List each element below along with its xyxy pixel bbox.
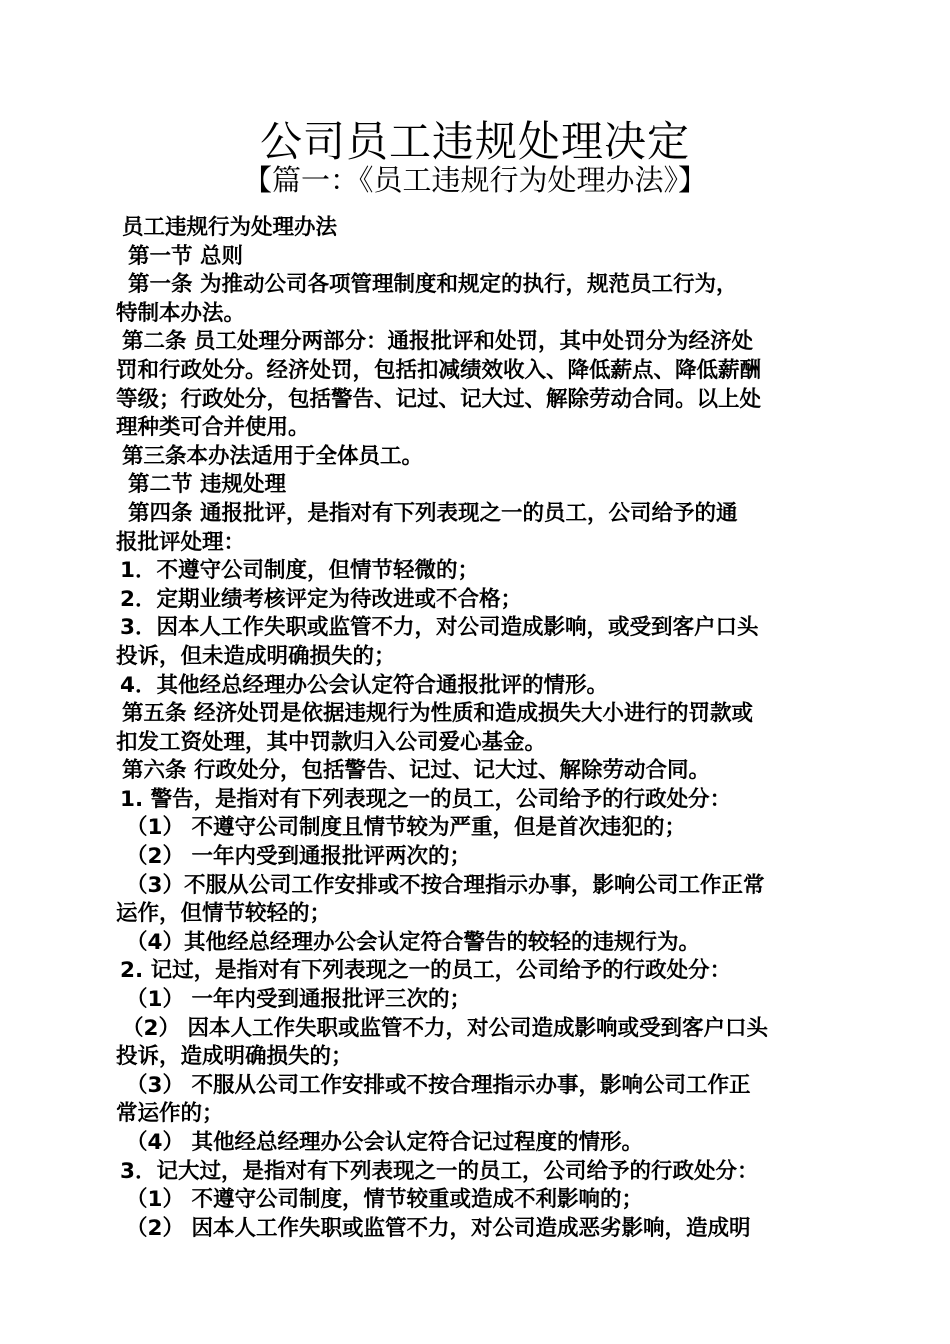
document-line: 3．因本人工作失职或监管不力，对公司造成影响，或受到客户口头 bbox=[120, 615, 759, 641]
document-line: 2．定期业绩考核评定为待改进或不合格； bbox=[120, 586, 522, 612]
document-line: 第一节 总则 bbox=[128, 243, 243, 269]
document-title: 公司员工违规处理决定 bbox=[259, 117, 690, 166]
document-line: 2. 记过，是指对有下列表现之一的员工，公司给予的行政处分： bbox=[120, 958, 732, 984]
document-line: 第四条 通报批评，是指对有下列表现之一的员工，公司给予的通 bbox=[128, 500, 738, 526]
document-line: 员工违规行为处理办法 bbox=[122, 215, 338, 240]
document-line: 特制本办法。 bbox=[116, 300, 246, 326]
document-line: （2） 一年内受到通报批评两次的； bbox=[126, 844, 471, 870]
document-line: 投诉，但未造成明确损失的； bbox=[116, 643, 396, 669]
document-line: 3．记大过，是指对有下列表现之一的员工，公司给予的行政处分： bbox=[120, 1158, 759, 1184]
document-line: 第一条 为推动公司各项管理制度和规定的执行，规范员工行为， bbox=[128, 272, 738, 298]
document-subtitle: 【篇一：《员工违规行为处理办法》】 bbox=[242, 163, 707, 197]
document-line: 扣发工资处理，其中罚款归入公司爱心基金。 bbox=[116, 729, 547, 755]
document-line: （3）不服从公司工作安排或不按合理指示办事，影响公司工作正常 bbox=[126, 872, 765, 898]
document-line: （1） 一年内受到通报批评三次的； bbox=[126, 987, 471, 1013]
document-line: 1. 警告，是指对有下列表现之一的员工，公司给予的行政处分： bbox=[120, 786, 732, 812]
document-line: 1．不遵守公司制度，但情节轻微的； bbox=[120, 558, 479, 584]
document-line: 常运作的； bbox=[116, 1101, 224, 1127]
document-line: 运作，但情节较轻的； bbox=[116, 901, 332, 927]
document-line: （4） 其他经总经理办公会认定符合记过程度的情形。 bbox=[126, 1130, 643, 1155]
document-line: 第五条 经济处罚是依据违规行为性质和造成损失大小进行的罚款或 bbox=[122, 701, 753, 727]
document-line: 第二条 员工处理分两部分：通报批评和处罚，其中处罚分为经济处 bbox=[122, 329, 753, 355]
document-line: 等级；行政处分，包括警告、记过、记大过、解除劳动合同。以上处 bbox=[116, 386, 762, 412]
document-body bbox=[116, 214, 840, 1243]
document-line: 罚和行政处分。经济处罚，包括扣减绩效收入、降低薪点、降低薪酬 bbox=[116, 357, 762, 383]
document-line: 报批评处理： bbox=[116, 529, 246, 555]
document-line: 第三条本办法适用于全体员工。 bbox=[122, 443, 424, 469]
document-line: 投诉，造成明确损失的； bbox=[116, 1044, 353, 1070]
document-line: 4．其他经总经理办公会认定符合通报批评的情形。 bbox=[120, 672, 608, 698]
document-line: （2） 因本人工作失职或监管不力，对公司造成恶劣影响，造成明 bbox=[126, 1215, 751, 1241]
document-line: （1） 不遵守公司制度，情节较重或造成不利影响的； bbox=[126, 1187, 643, 1213]
document-line: （4）其他经总经理办公会认定符合警告的较轻的违规行为。 bbox=[126, 929, 700, 955]
document-line: 第二节 违规处理 bbox=[128, 472, 286, 498]
document-line: （1） 不遵守公司制度且情节较为严重，但是首次违犯的； bbox=[126, 815, 686, 841]
document-line: （2） 因本人工作失职或监管不力，对公司造成影响或受到客户口头 bbox=[122, 1015, 768, 1041]
document-line: （3） 不服从公司工作安排或不按合理指示办事，影响公司工作正 bbox=[126, 1072, 751, 1098]
document-line: 理种类可合并使用。 bbox=[116, 415, 310, 441]
document-line: 第六条 行政处分，包括警告、记过、记大过、解除劳动合同。 bbox=[122, 758, 710, 784]
